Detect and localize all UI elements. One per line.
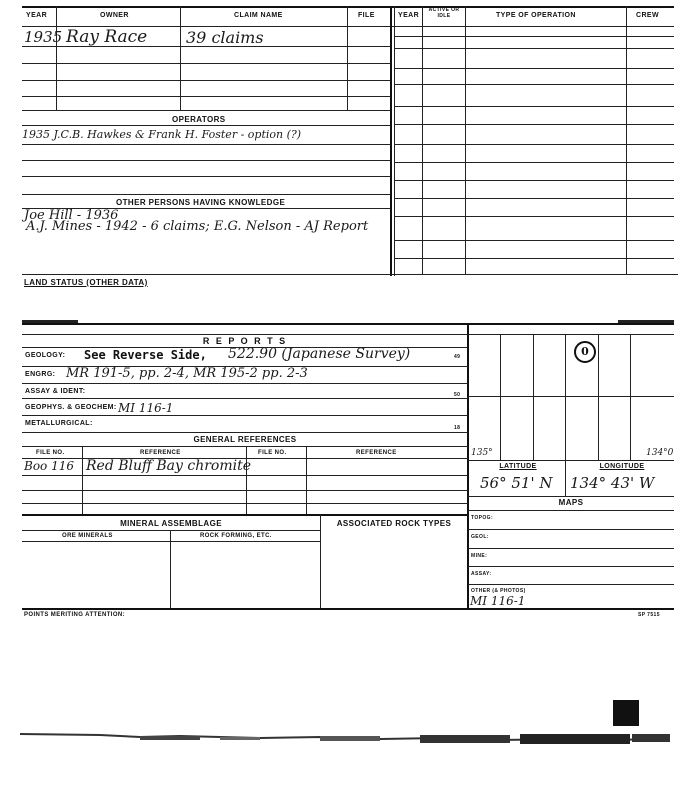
margin-number-1: 49: [454, 354, 461, 360]
other-persons-line-2: A.J. Mines - 1942 - 6 claims; E.G. Nelson - AJ Report: [26, 219, 369, 234]
maps-topog: TOPOG:: [471, 515, 494, 521]
ref-header-reference: REFERENCE: [140, 450, 181, 456]
rock-forming-header: ROCK FORMING, ETC.: [200, 533, 272, 539]
geophys-label: GEOPHYS. & GEOCHEM:: [25, 404, 117, 411]
engrg-entry: MR 191-5, pp. 2-4, MR 195-2 pp. 2-3: [66, 366, 308, 381]
geology-entry: 522.90 (Japanese Survey): [228, 346, 411, 362]
maps-other: OTHER (& PHOTOS): [471, 588, 526, 594]
maps-other-entry: MI 116-1: [470, 594, 526, 608]
ref-header-file-no-2: FILE NO.: [258, 450, 287, 456]
grid-right-label: 134°0: [646, 448, 674, 458]
header-year-2: YEAR: [398, 12, 420, 19]
operators-title: OPERATORS: [172, 115, 226, 124]
ore-minerals-header: ORE MINERALS: [62, 533, 113, 539]
general-references-title: GENERAL REFERENCES: [193, 435, 297, 444]
latitude-value: 56° 51' N: [480, 474, 553, 492]
land-status-label: LAND STATUS (OTHER DATA): [24, 278, 148, 287]
ref-entry-reference: Red Bluff Bay chromite: [86, 458, 252, 474]
maps-title: MAPS: [558, 498, 584, 507]
ref-entry-file: Boo 116: [24, 459, 74, 473]
associated-rock-types: ASSOCIATED ROCK TYPES: [336, 519, 452, 528]
header-file: FILE: [358, 12, 375, 19]
form-number: SP 7515: [638, 612, 660, 618]
reports-title: R E P O R T S: [202, 336, 288, 346]
owner-entry-year: 1935: [24, 28, 63, 46]
header-crew: CREW: [636, 12, 659, 19]
owner-entry-claim: 39 claims: [186, 28, 264, 47]
latitude-label: LATITUDE: [499, 463, 537, 470]
maps-assay: ASSAY:: [471, 571, 492, 577]
header-owner: OWNER: [100, 12, 129, 19]
scan-black-square: [613, 700, 639, 726]
location-circle-mark: 0: [574, 341, 596, 363]
header-active-or-idle: ACTIVE OR IDLE: [428, 7, 460, 19]
owner-entry-name: Ray Race: [66, 27, 148, 47]
other-persons-title: OTHER PERSONS HAVING KNOWLEDGE: [116, 198, 286, 207]
header-claim-name: CLAIM NAME: [234, 12, 283, 19]
geology-label: GEOLOGY:: [25, 352, 66, 359]
header-type-of-operation: TYPE OF OPERATION: [496, 12, 576, 19]
maps-geol: GEOL:: [471, 534, 489, 540]
ref-header-file-no: FILE NO.: [36, 450, 65, 456]
header-year: YEAR: [26, 12, 48, 19]
margin-number-2: 50: [454, 392, 461, 398]
engrg-label: ENGRG:: [25, 371, 56, 378]
margin-number-3: 18: [454, 425, 461, 431]
points-meriting-attention: POINTS MERITING ATTENTION:: [24, 612, 126, 618]
ref-header-reference-2: REFERENCE: [356, 450, 397, 456]
scan-noise-strip: [20, 728, 670, 746]
longitude-value: 134° 43' W: [570, 474, 655, 492]
geology-stamp: See Reverse Side,: [84, 348, 207, 362]
maps-mine: MINE:: [471, 553, 488, 559]
geophys-entry: MI 116-1: [118, 401, 174, 415]
assay-label: ASSAY & IDENT:: [25, 388, 86, 395]
mineral-assemblage-title: MINERAL ASSEMBLAGE: [120, 519, 222, 528]
longitude-label: LONGITUDE: [599, 463, 645, 470]
grid-left-label: 135°: [471, 448, 493, 458]
other-persons-line-1: Joe Hill - 1936: [24, 208, 119, 223]
metallurgical-label: METALLURGICAL:: [25, 420, 93, 427]
operators-entry: 1935 J.C.B. Hawkes & Frank H. Foster - option (?): [22, 128, 302, 141]
scan-noise-graphic: [20, 728, 670, 746]
